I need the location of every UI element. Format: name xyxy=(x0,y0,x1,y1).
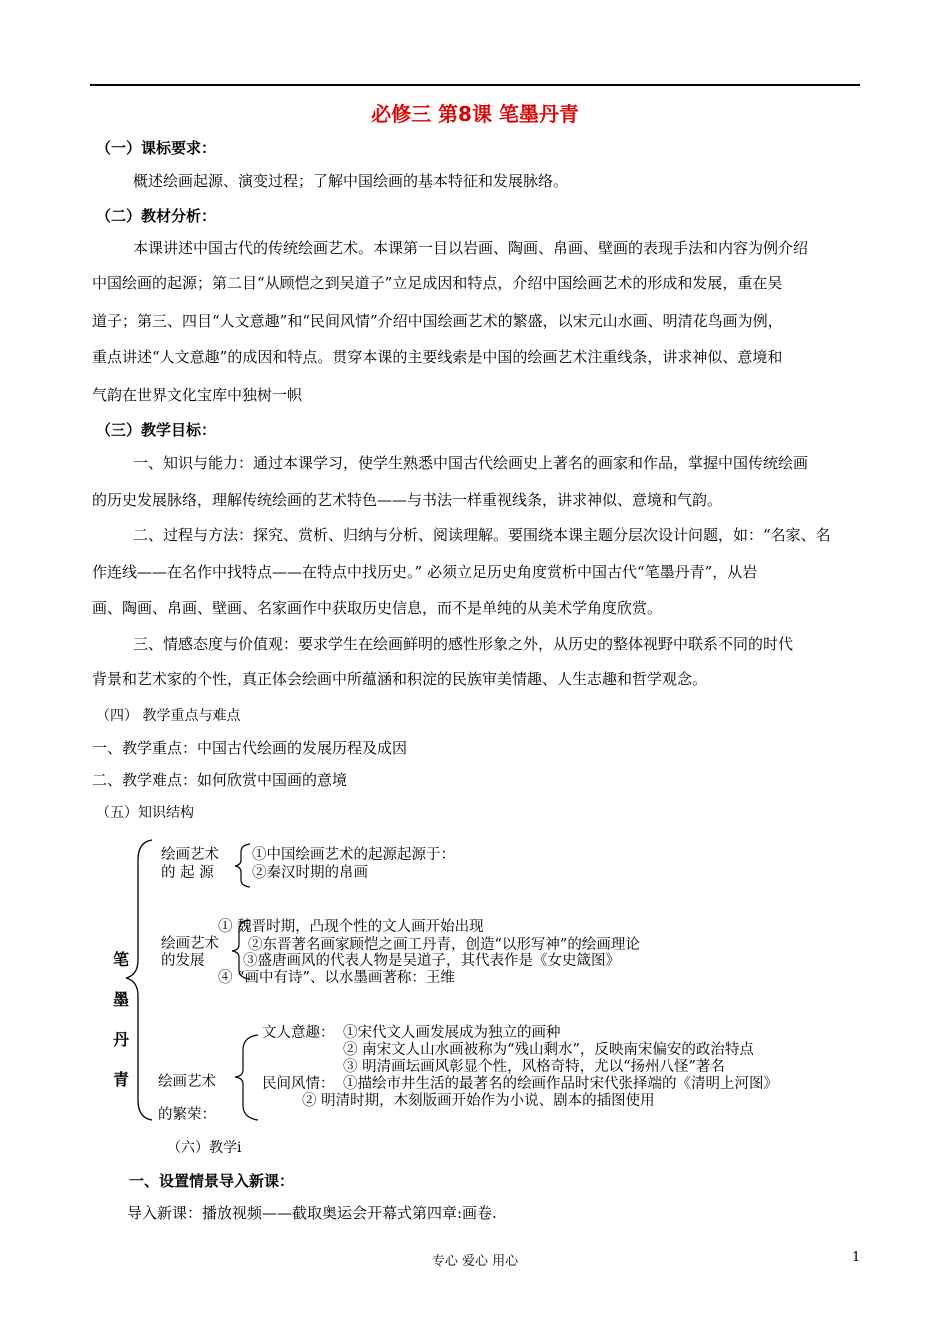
root-char: 墨 xyxy=(112,990,129,1009)
development-label: 绘画艺术 xyxy=(161,936,219,952)
development-item: ① 魏晋时期，凸现个性的文人画开始出现 xyxy=(218,919,484,935)
wenren-item: ③ 明清画坛画风彰显个性，风格奇特，尤以“扬州八怪”著名 xyxy=(343,1059,725,1075)
development-item: ④ “画中有诗”、以水墨画著称：王维 xyxy=(218,970,455,986)
minjian-label: 民间风情： xyxy=(262,1076,335,1092)
root-char: 笔 xyxy=(112,950,129,969)
section-3-line: 画、陶画、帛画、壁画、名家画作中获取历史信息，而不是单纯的从美术学角度欣赏。 xyxy=(92,599,663,617)
root-char: 青 xyxy=(112,1070,129,1089)
section-4-heading: （四） 教学重点与难点 xyxy=(96,708,241,724)
section-1-text: 概述绘画起源、演变过程；了解中国绘画的基本特征和发展脉络。 xyxy=(133,172,569,190)
section-2-line: 中国绘画的起源；第二目“从顾恺之到吴道子”立足成因和特点，介绍中国绘画艺术的形成和发展，重在吴 xyxy=(92,274,783,292)
root-char: 丹 xyxy=(112,1030,129,1049)
wenren-item: ② 南宋文人山水画被称为“残山剩水”，反映南宋偏安的政治特点 xyxy=(343,1042,754,1058)
origin-item: ②秦汉时期的帛画 xyxy=(252,865,368,881)
prosperity-label: 的繁荣： xyxy=(158,1107,216,1123)
key-point: 一、教学重点：中国古代绘画的发展历程及成因 xyxy=(92,739,408,757)
footer-motto: 专心 爱心 用心 xyxy=(431,1254,519,1269)
development-item: ②东晋著名画家顾恺之画工丹青，创造“以形写神”的绘画理论 xyxy=(248,937,640,953)
section-6-heading: （六）教学i xyxy=(167,1140,242,1156)
root-label xyxy=(110,940,132,1100)
section-3-line: 背景和艺术家的个性，真正体会绘画中所蕴涵和积淀的民族审美情趣、人生志趣和哲学观念。 xyxy=(92,670,708,688)
section-2-line: 气韵在世界文化宝库中独树一帜 xyxy=(92,386,303,404)
development-item: ③盛唐画风的代表人物是吴道子，其代表作是《女史箴图》 xyxy=(243,953,620,969)
difficult-point: 二、教学难点：如何欣赏中国画的意境 xyxy=(92,771,348,789)
section-2-line: 本课讲述中国古代的传统绘画艺术。本课第一目以岩画、陶画、帛画、壁画的表现手法和内容为例介绍 xyxy=(133,239,809,257)
section-2-line: 道子；第三、四目“人文意趣”和“民间风情”介绍中国绘画艺术的繁盛，以宋元山水画、明清花鸟画为例， xyxy=(92,312,783,330)
minjian-item: ② 明清时期，木刻版画开始作为小说、剧本的插图使用 xyxy=(302,1093,655,1109)
section-2-line: 重点讲述“人文意趣”的成因和特点。贯穿本课的主要线索是中国的绘画艺术注重线条，讲求神似、意境和 xyxy=(92,348,783,366)
section-3-heading: （三）教学目标： xyxy=(96,421,217,439)
intro-text: 导入新课：播放视频——截取奥运会开幕式第四章:画卷. xyxy=(127,1204,497,1222)
intro-heading: 一、设置情景导入新课： xyxy=(129,1172,295,1190)
section-3-line: 一、知识与能力：通过本课学习，使学生熟悉中国古代绘画史上著名的画家和作品，掌握中国传统绘画 xyxy=(133,454,809,472)
prosperity-label: 绘画艺术 xyxy=(158,1074,216,1090)
wenren-label: 文人意趣： xyxy=(262,1025,335,1041)
document-title: 必修三 第8课 笔墨丹青 xyxy=(371,102,579,126)
section-5-heading: （五）知识结构 xyxy=(96,805,194,821)
wenren-item: ①宋代文人画发展成为独立的画种 xyxy=(343,1025,561,1041)
section-1-heading: （一）课标要求： xyxy=(96,139,217,157)
section-3-line: 作连线——在名作中找特点——在特点中找历史。” 必须立足历史角度赏析中国古代“笔墨丹青”，从岩 xyxy=(92,563,758,581)
origin-item: ①中国绘画艺术的起源起源于： xyxy=(252,847,455,863)
section-3-line: 二、过程与方法：探究、赏析、归纳与分析、阅读理解。要围绕本课主题分层次设计问题，如：“名家、名 xyxy=(133,526,831,544)
origin-label: 的 起 源 xyxy=(161,865,214,881)
origin-label: 绘画艺术 xyxy=(161,847,219,863)
section-2-heading: （二）教材分析： xyxy=(96,207,217,225)
development-label: 的发展 xyxy=(161,953,205,969)
section-3-line: 三、情感态度与价值观：要求学生在绘画鲜明的感性形象之外，从历史的整体视野中联系不同的时代 xyxy=(133,635,794,653)
section-3-line: 的历史发展脉络，理解传统绘画的艺术特色——与书法一样重视线条，讲求神似、意境和气韵。 xyxy=(92,491,723,509)
minjian-item: ①描绘市井生活的最著名的绘画作品时宋代张择端的《清明上河图》 xyxy=(343,1076,778,1092)
page-number: 1 xyxy=(852,1250,861,1265)
